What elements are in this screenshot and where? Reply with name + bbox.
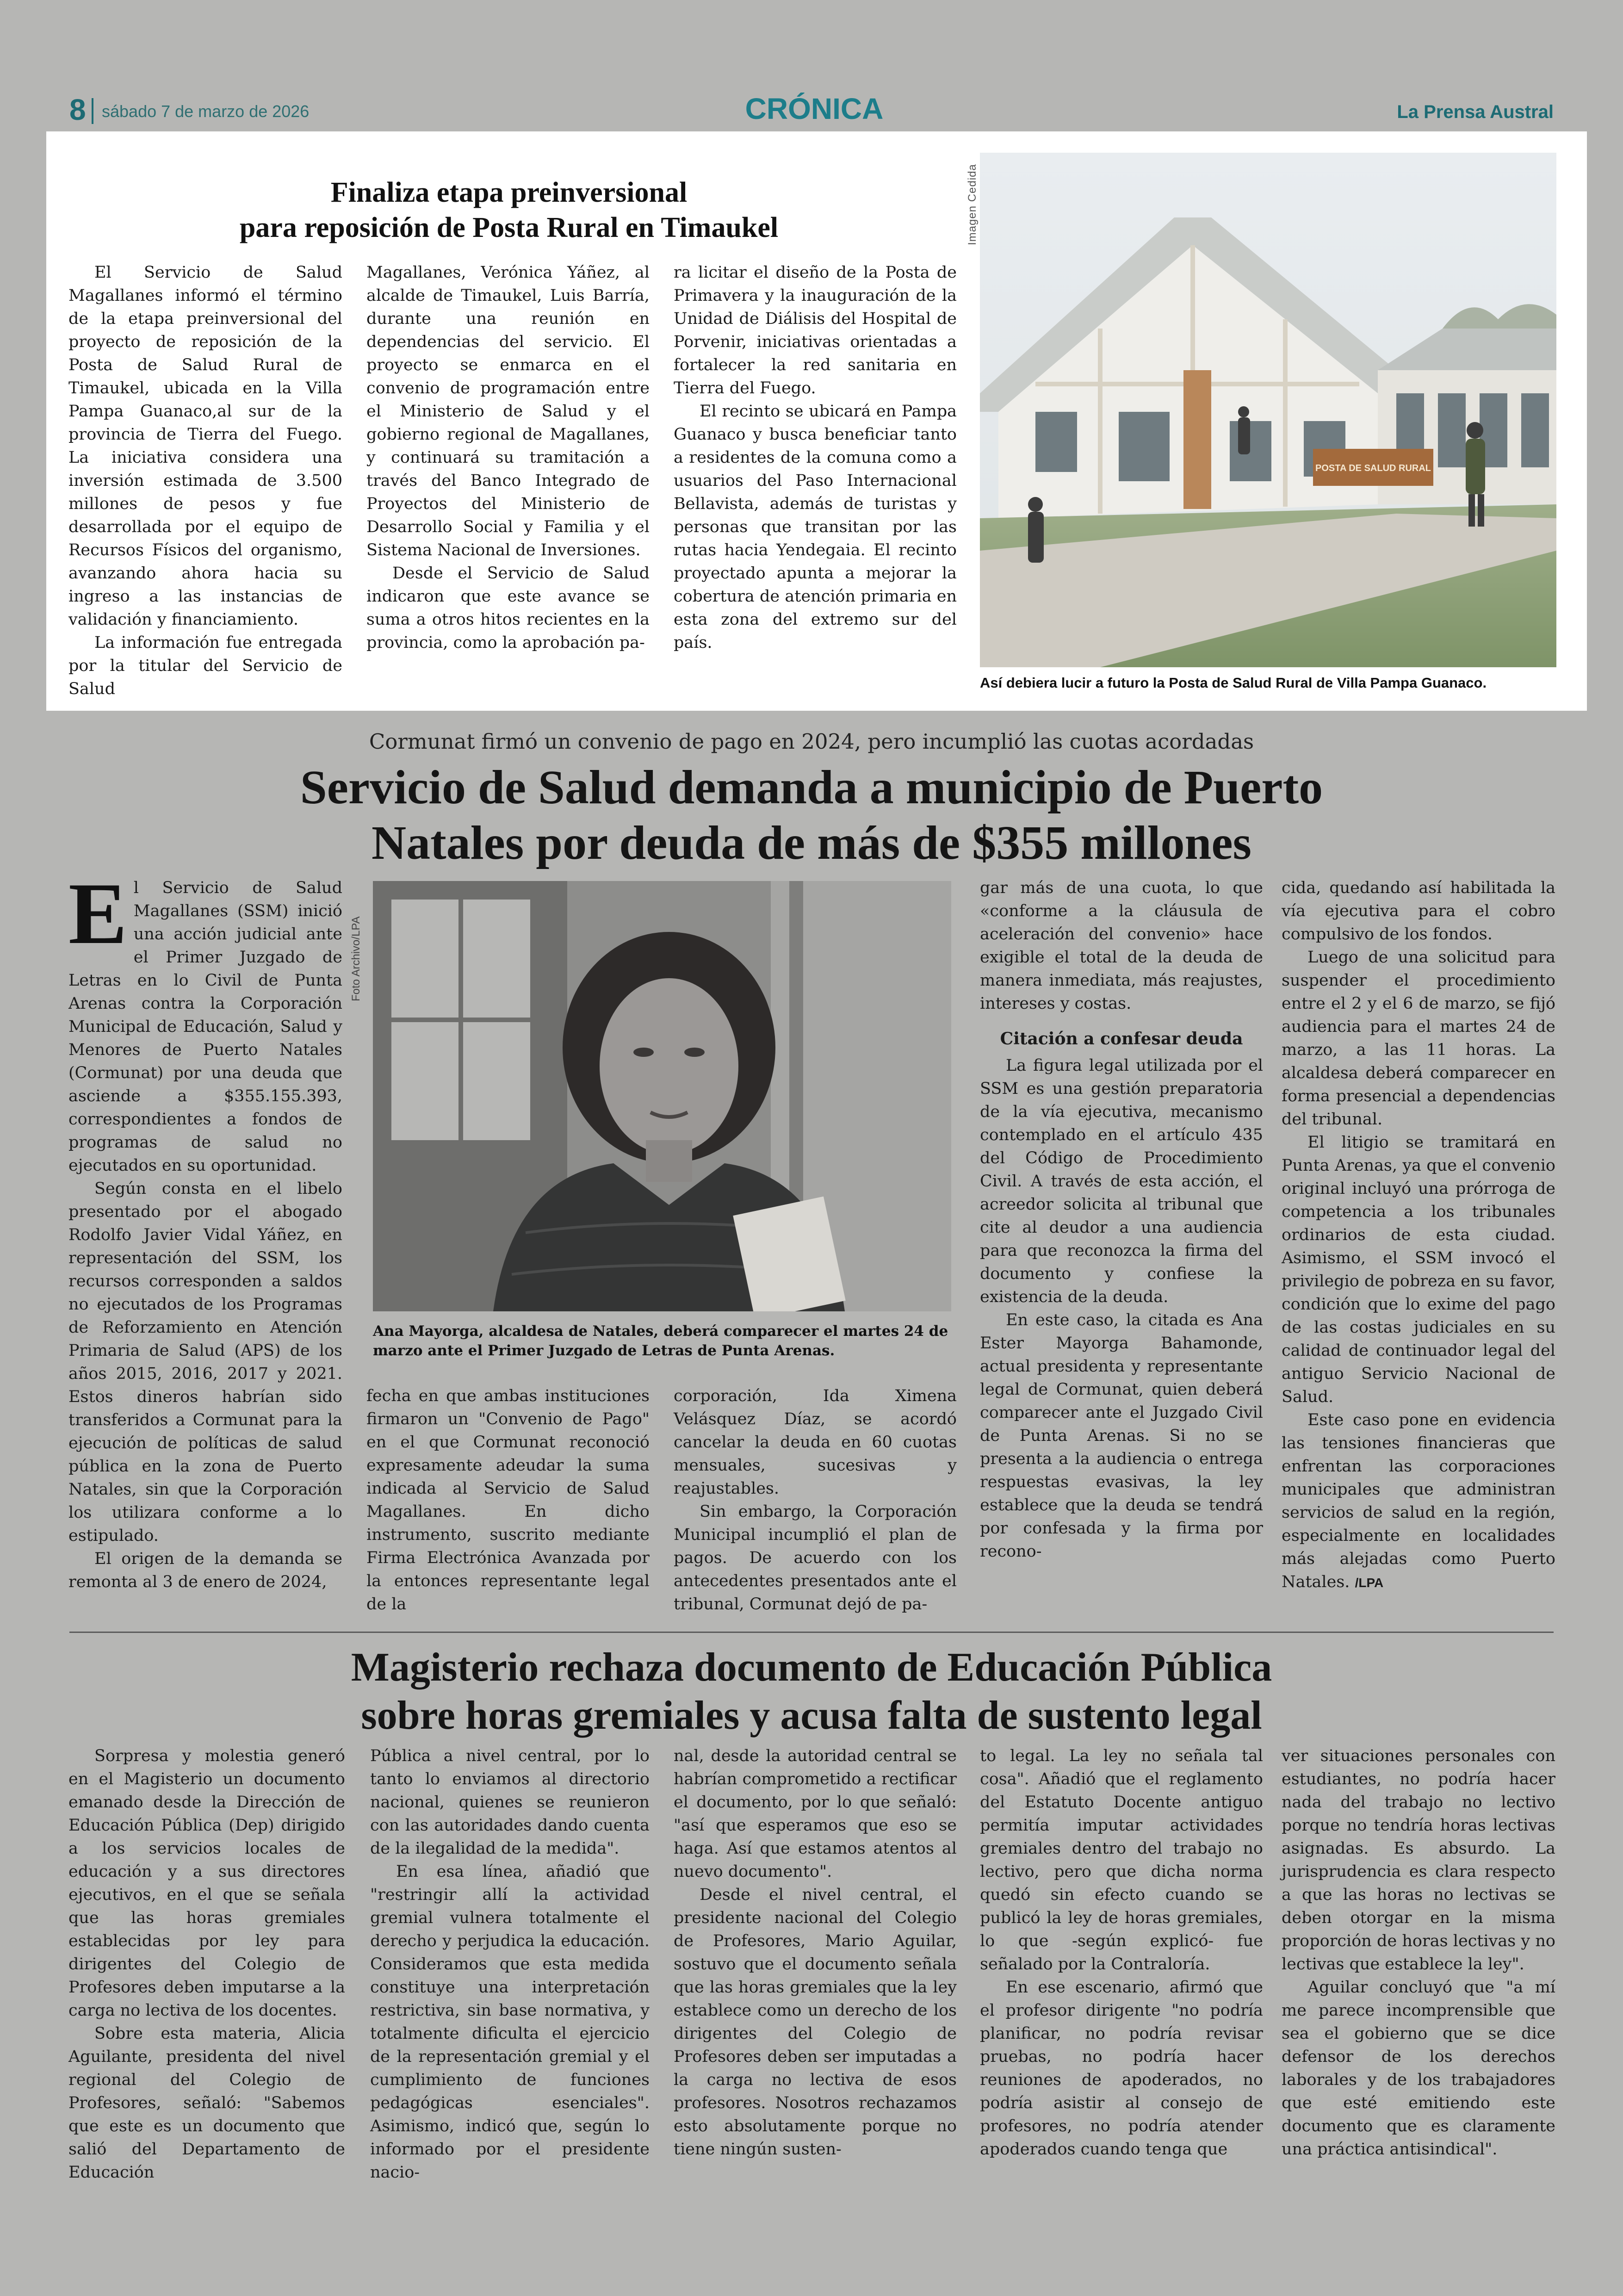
facility-sign: POSTA DE SALUD RURAL <box>1315 463 1431 473</box>
paragraph: La figura legal utilizada por el SSM es una gestión preparatoria de la vía ejecutiva, mecanismo contemplado en el artículo 435 del Código de Procedimiento Civil. A través de esta acción, el acreedor solicita al tribunal que cite al deudor a una audiencia para que reconozca la firma del documento y confiese la existencia de la deuda. <box>980 1056 1263 1306</box>
paragraph: Aguilar concluyó que "a mí me parece incomprensible que sea el gobierno que se dice defensor de los derechos laborales y de los trabajadores que esté emitiendo este documento que es claramente una práctica antisindical". <box>1282 1978 1555 2159</box>
drop-cap: E <box>68 865 127 962</box>
paragraph: El litigio se tramitará en Punta Arenas, ya que el convenio original incluyó una prórroga de competencia a los tribunales ordinarios de esta ciudad. Asimismo, el SSM invocó el privilegio de pobreza en su favor, condición que lo exime del pago de las costas judiciales en su calidad de continuador legal del antiguo Servicio Nacional de Salud. <box>1282 1133 1555 1406</box>
paragraph: ra licitar el diseño de la Posta de Primavera y la inauguración de la Unidad de Diálisis del Hospital de Porvenir, iniciativas orientadas a fortalecer la red sanitaria en Tierra del Fuego. <box>674 263 957 397</box>
article1-column-2 <box>366 261 650 654</box>
paragraph: El Servicio de Salud Magallanes informó el término de la etapa preinversional del proyecto de reposición de la Posta de Salud Rural de Timaukel, ubicada en la Villa Pampa Guanaco,al sur de la provincia de Tierra del Fuego. La iniciativa considera una inversión estimada de 3.500 millones de pesos y fue desarrollada por el equipo de Recursos Físicos del organismo, avanzando ahora hacia su ingreso a las instancias de validación y financiamiento. <box>68 263 342 629</box>
article2-headline <box>69 760 1554 871</box>
article3-headline <box>69 1644 1554 1740</box>
article3-headline-line1: Magisterio rechaza documento de Educación Pública <box>351 1645 1272 1690</box>
article1-column-3 <box>674 261 957 654</box>
paragraph: Sorpresa y molestia generó en el Magisterio un documento emanado desde la Dirección de Educación Pública (Dep) dirigido a los servicios locales de educación y a sus directores ejecutivos, en el que se señala que las horas gremiales establecidas por ley para dirigentes del Colegio de Profesores deben imputarse a la carga no lectiva de los docentes. <box>68 1747 345 2020</box>
photo-credit: Imagen Cedida <box>966 164 979 245</box>
article2-column-5 <box>1282 876 1555 1595</box>
article-divider <box>69 1632 1554 1633</box>
paragraph: Sin embargo, la Corporación Municipal incumplió el plan de pagos. De acuerdo con los antecedentes presentados ante el tribunal, Cormunat dejó de pa- <box>674 1502 957 1613</box>
article1-headline-line1: Finaliza etapa preinversional <box>330 177 688 208</box>
article2-photo-caption: Ana Mayorga, alcaldesa de Natales, deberá comparecer el martes 24 de marzo ante el Primer Juzgado de Letras de Punta Arenas. <box>373 1323 948 1359</box>
paragraph: Pública a nivel central, por lo tanto lo enviamos al directorio nacional, quienes se reunieron con las autoridades dando cuenta de la ilegalidad de la medida". <box>370 1747 650 1858</box>
paragraph: corporación, Ida Ximena Velásquez Díaz, se acordó cancelar la deuda en 60 cuotas mensuales, sucesivas y reajustables. <box>674 1387 957 1498</box>
paragraph: Magallanes, Verónica Yáñez, al alcalde de Timaukel, Luis Barría, durante una reunión en dependencias del servicio. El proyecto se enmarca en el convenio de programación entre el Ministerio de Salud y el gobierno regional de Magallanes, y continuará su tramitación a través del Banco Integrado de Proyectos del Ministerio de Desarrollo Social y Familia y el Sistema Nacional de Inversiones. <box>366 263 650 559</box>
article2-column-3 <box>674 1384 957 1616</box>
posta-rendering-photo <box>980 153 1556 667</box>
paragraph: Desde el Servicio de Salud indicaron que este avance se suma a otros hitos recientes en la provincia, como la aprobación pa- <box>366 564 650 652</box>
header-divider <box>92 98 93 124</box>
paragraph: to legal. La ley no señala tal cosa". Añadió que el reglamento del Estatuto Docente antiguo permitía imputar actividades gremiales dentro del trabajo no lectivo, pero que dicha norma quedó sin efecto cuando se publicó la ley de horas gremiales, lo que -según explicó- fue señalado por la Contraloría. <box>980 1747 1263 1973</box>
paragraph: El recinto se ubicará en Pampa Guanaco y busca beneficiar tanto a residentes de la comuna como a usuarios del Paso Internacional Bellavista, además de turistas y personas que transitan por las rutas hacia Yendegaia. El recinto proyectado apunta a mejorar la cobertura de atención primaria en esta zona del extremo sur del país. <box>674 402 957 652</box>
article2-column-4 <box>980 876 1263 1563</box>
paragraph: Este caso pone en evidencia las tensiones financieras que enfrentan las corporaciones municipales que administran servicios de salud en la región, especialmente en localidades más alejadas como Puerto Natales. /LPA <box>1282 1411 1555 1591</box>
paragraph: El origen de la demanda se remonta al 3 de enero de 2024, <box>68 1550 342 1591</box>
page-date: sábado 7 de marzo de 2026 <box>102 102 310 121</box>
paragraph: cida, quedando así habilitada la vía ejecutiva para el cobro compulsivo de los fondos. <box>1282 879 1555 943</box>
paragraph: En ese escenario, afirmó que el profesor dirigente "no podría planificar, no podría revisar pruebas, no podría hacer reuniones de apoderados, no podría asistir al consejo de profesores, no podría atender apoderados cuando tenga que <box>980 1978 1263 2159</box>
paragraph: fecha en que ambas instituciones firmaron un "Convenio de Pago" en el que Cormunat reconoció expresamente adeudar la suma indicada al Servicio de Salud Magallanes. En dicho instrumento, suscrito mediante Firma Electrónica Avanzada por la entonces representante legal de la <box>366 1387 650 1613</box>
paragraph: nal, desde la autoridad central se habrían comprometido a rectificar el documento, por lo que señaló: "así que esperamos que eso se haga. Así que estamos atentos al nuevo documento". <box>674 1747 957 1881</box>
paragraph: Según consta en el libelo presentado por el abogado Rodolfo Javier Vidal Yáñez, en representación del SSM, los recursos corresponden a saldos no ejecutados de los Programas de Reforzamiento en Atención Primaria de Salud (APS) de los años 2015, 2016, 2017 y 2021. Estos dineros habrían sido transferidos a Cormunat para la ejecución de políticas de salud pública en la zona de Puerto Natales, sin que la Corporación los utilizara conforme a lo estipulado. <box>68 1179 342 1545</box>
building-illustration <box>980 153 1556 667</box>
article3-column-4 <box>980 1744 1263 2161</box>
publication-name: La Prensa Austral <box>1397 102 1554 122</box>
article2-column-1 <box>68 865 342 1594</box>
lead-paragraph: El Servicio de Salud Magallanes (SSM) inició una acción judicial ante el Primer Juzgado de Letras en lo Civil de Punta Arenas contra la Corporación Municipal de Educación, Salud y Menores de Puerto Natales (Cormunat) por una deuda que asciende a $355.155.393, correspondientes a fondos de programas de salud no ejecutados en su oportunidad. <box>68 865 342 1175</box>
paragraph: En este caso, la citada es Ana Ester Mayorga Bahamonde, actual presidenta y representante legal de Cormunat, quien deberá comparecer ante el Juzgado Civil de Punta Arenas. Si no se presenta a la audiencia o entrega respuestas evasivas, la ley establece que la deuda se tendrá por confesada y la firma por recono- <box>980 1311 1263 1561</box>
article3-column-1 <box>68 1744 345 2184</box>
section-title: CRÓNICA <box>745 92 884 125</box>
paragraph: Sobre esta materia, Alicia Aguilante, presidenta del nivel regional del Colegio de Profesores, señaló: "Sabemos que este es un documento que salió del Departamento de Educación <box>68 2024 345 2182</box>
article1-column-1 <box>68 261 342 701</box>
article3-column-5 <box>1282 1744 1555 2161</box>
photo-credit: Foto Archivo/LPA <box>350 916 362 1001</box>
paragraph: La información fue entregada por la titular del Servicio de Salud <box>68 633 342 698</box>
article1-headline-line2: para reposición de Posta Rural en Timaukel <box>239 212 779 243</box>
article3-headline-line2: sobre horas gremiales y acusa falta de sustento legal <box>361 1693 1262 1738</box>
article2-headline-line1: Servicio de Salud demanda a municipio de Puerto <box>300 761 1323 814</box>
article-signature: /LPA <box>1355 1576 1384 1590</box>
article2-subheading: Citación a confesar deuda <box>1000 1029 1243 1049</box>
article3-column-3 <box>674 1744 957 2161</box>
article2-kicker: Cormunat firmó un convenio de pago en 2024, pero incumplió las cuotas acordadas <box>369 729 1254 754</box>
paragraph: Luego de una solicitud para suspender el procedimiento entre el 2 y el 6 de marzo, se fijó audiencia para el martes 24 de marzo, a las 11 horas. La alcaldesa deberá comparecer en forma presencial a dependencias del tribunal. <box>1282 948 1555 1129</box>
article1-headline <box>69 175 948 245</box>
portrait-illustration <box>373 881 951 1311</box>
mayor-portrait-photo <box>373 881 951 1311</box>
page-number: 8 <box>69 93 86 126</box>
article1-photo-caption: Así debiera lucir a futuro la Posta de Salud Rural de Villa Pampa Guanaco. <box>980 675 1487 691</box>
article2-column-2 <box>366 1384 650 1616</box>
article3-column-2 <box>370 1744 650 2184</box>
paragraph: Desde el nivel central, el presidente nacional del Colegio de Profesores, Mario Aguilar, sostuvo que el documento señala que las horas gremiales que la ley establece como un derecho de los dirigentes del Colegio de Profesores deben ser imputadas a la carga no lectiva de esos profesores. Nosotros rechazamos esto absolutamente porque no tiene ningún susten- <box>674 1886 957 2159</box>
paragraph: En esa línea, añadió que "restringir allí la actividad gremial vulnera totalmente el derecho y perjudica la educación. Consideramos que esta medida constituye una interpretación restrictiva, sin base normativa, y totalmente dificulta el ejercicio de la representación gremial y el cumplimiento de funciones pedagógicas esenciales". Asimismo, indicó que, según lo informado por el presidente nacio- <box>370 1862 650 2182</box>
article2-headline-line2: Natales por deuda de más de $355 millones <box>372 816 1251 869</box>
paragraph: gar más de una cuota, lo que «conforme a la cláusula de aceleración del convenio» hace exigible el total de la deuda de manera inmediata, más reajustes, intereses y costas. <box>980 879 1263 1013</box>
paragraph: ver situaciones personales con estudiantes, no podría hacer nada del trabajo no lectivo porque no tendría horas lectivas asignadas. Es absurdo. La jurisprudencia es clara respecto a que las horas no lectivas se deben otorgar en la misma proporción de horas lectivas y no lectivas que establece la ley". <box>1282 1747 1555 1973</box>
